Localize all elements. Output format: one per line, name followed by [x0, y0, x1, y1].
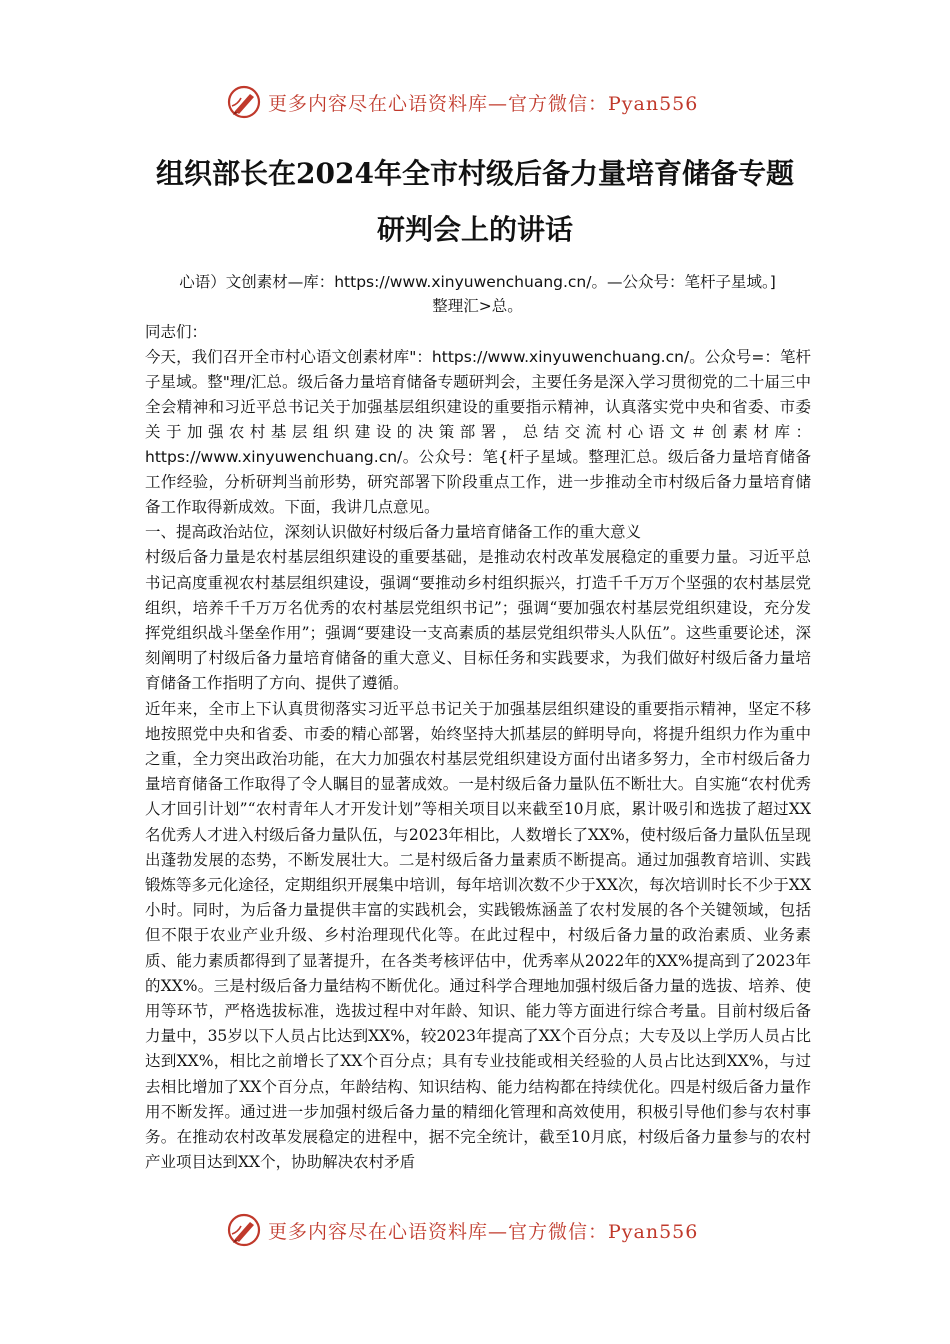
greeting: 同志们：	[145, 323, 208, 341]
section-heading-1: 一、提高政治站位，深刻认识做好村级后备力量培育储备工作的重大意义	[145, 523, 642, 542]
body-paragraph-2: 近年来，全市上下认真贯彻落实习近平总书记关于加强基层组织建设的重要指示精神，坚定不移地按照党中央和省委、市委的精心部署，始终坚持大抓基层的鲜明导向，将提升组织力作为重中之重，全力突出政治功能，在大力加强农村基层党组织建设方面付出诸多努力，全市村级后备力量培育储备工作取得了令人瞩目的显著成效。一是村级后备力量队伍不断壮大。自实施“农村优秀人才回引计划”“农村青年人才开发计划”等相关项目以来截至10月底，累计吸引和选拔了超过XX名优秀人才进入村级后备力量队伍，与2023年相比，人数增长了XX%，使村级后备力量队伍呈现出蓬勃发展的态势，不断发展壮大。二是村级后备力量素质不断提高。通过加强教育培训、实践锻炼等多元化途径，定期组织开展集中培训，每年培训次数不少于XX次，每次培训时长不少于XX小时。同时，为后备力量提供丰富的实践机会，实践锻炼涵盖了农村发展的各个关键领域，包括但不限于农业产业升级、乡村治理现代化等。在此过程中，村级后备力量的政治素质、业务素质、能力素质都得到了显著提升，在各类考核评估中，优秀率从2022年的XX%提高到了2023年的XX%。三是村级后备力量结构不断优化。通过科学合理地加强村级后备力量的选拔、培养、使用等环节，严格选拔标准，选拔过程中对年龄、知识、能力等方面进行综合考量。目前村级后备力量中，35岁以下人员占比达到XX%，较2023年提高了XX个百分点；大专及以上学历人员占比达到XX%，相比之前增长了XX个百分点；具有专业技能或相关经验的人员占比达到XX%，与过去相比增加了XX个百分点，年龄结构、知识结构、能力结构都在持续优化。四是村级后备力量作用不断发挥。通过进一步加强村级后备力量的精细化管理和高效使用，积极引导他们参与农村事务。在推动农村改革发展稳定的进程中，据不完全统计，截至10月底，村级后备力量参与的农村产业项目达到XX个，协助解决农村矛盾	[145, 699, 811, 1172]
banner-text	[268, 1217, 698, 1244]
banner-text	[268, 89, 698, 116]
intro-paragraph: 今天，我们召开全市村心语文创素材库"：https://www.xinyuwenchuang.cn/。公众号=：笔杆子星域。整"理/汇总。级后备力量培育储备专题研判会，主要任务是深入学习贯彻党的二十届三中全会精神和习近平总书记关于加强基层组织建设的重要指示精神，认真落实党中央和省委、市委关于加强农村基层组织建设的决策部署，总结交流村心语文＃创素材库：https://www.xinyuwenchuang.cn/。公众号：笔{杆子星域。整理汇总。级后备力量培育储备工作经验，分析研判当前形势，研究部署下阶段重点工作，进一步推动全市村级后备力量培育储备工作取得新成效。下面，我讲几点意见。	[145, 348, 811, 517]
banner-slogan: 更多内容尽在心语资料库—官方微信：	[268, 1220, 609, 1243]
pen-logo-icon	[226, 84, 262, 120]
pen-logo-icon	[226, 1212, 262, 1248]
source-line-2: 整理汇>总。	[432, 297, 523, 315]
footer-banner[interactable]	[226, 1208, 746, 1252]
title-line-2: 研判会上的讲话	[376, 213, 573, 246]
banner-wechat-id: Pyan556	[608, 92, 699, 115]
header-banner[interactable]	[226, 80, 746, 124]
source-note	[145, 270, 810, 318]
banner-slogan: 更多内容尽在心语资料库—官方微信：	[268, 92, 609, 115]
title-line-1: 组织部长在2024年全市村级后备力量培育储备专题	[156, 157, 794, 190]
document-body	[145, 320, 811, 1175]
body-paragraph-1: 村级后备力量是农村基层组织建设的重要基础，是推动农村改革发展稳定的重要力量。习近平总书记高度重视农村基层组织建设，强调“要推动乡村组织振兴，打造千千万万个坚强的农村基层党组织，培养千千万万名优秀的农村基层党组织书记”；强调“要加强农村基层党组织建设，充分发挥党组织战斗堡垒作用”；强调“要建设一支高素质的基层党组织带头人队伍”。这些重要论述，深刻阐明了村级后备力量培育储备的重大意义、目标任务和实践要求，为我们做好村级后备力量培育储备工作指明了方向、提供了遵循。	[145, 548, 811, 693]
source-line-1: 心语）文创素材—库：https://www.xinyuwenchuang.cn/。—公众号：笔杆子星域。]	[179, 273, 776, 291]
banner-wechat-id: Pyan556	[608, 1220, 699, 1243]
document-title	[120, 146, 830, 258]
